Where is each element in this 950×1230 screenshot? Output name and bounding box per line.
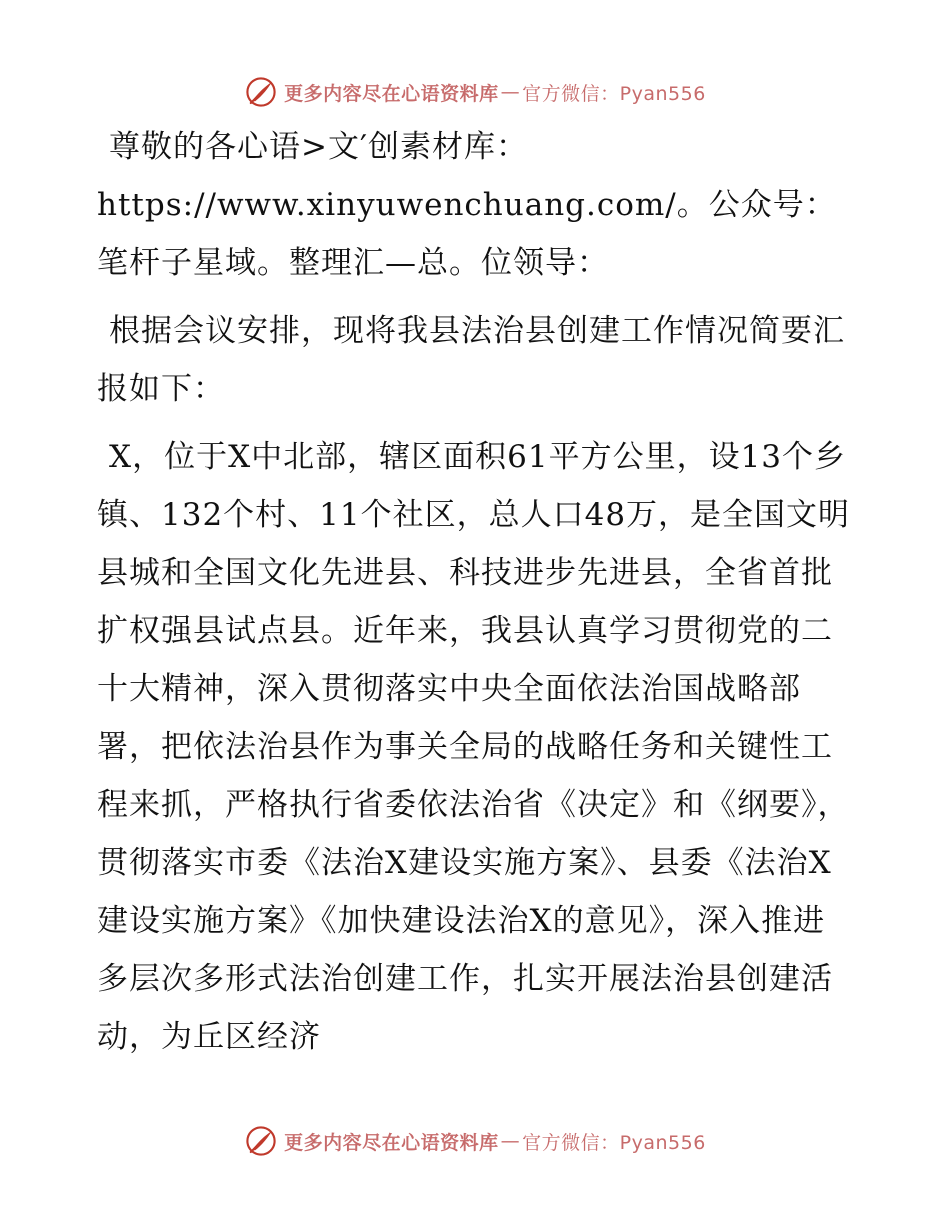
paragraph-overview: X，位于X中北部，辖区面积61平方公里，设13个乡镇、132个村、11个社区，总人口48万，是全国文明县城和全国文化先进县、科技进步先进县，全省首批扩权强县试点县。近年来，我县认真学习贯彻党的二十大精神，深入贯彻落实中央全面依法治国战略部署，把依法治县作为事关全局的战略任务和关键性工程来抓，严格执行省委依法治省《决定》和《纲要》，贯彻落实市委《法治X建设实施方案》、县委《法治X建设实施方案》《加快建设法治X的意见》，深入推进多层次多形式法治创建工作，扎实开展法治县创建活动，为丘区经济	[97, 439, 851, 1055]
banner-wechat: 官方微信：Pyan556	[522, 82, 706, 105]
document-body	[97, 118, 857, 1076]
banner-dash: —	[500, 81, 521, 103]
paragraph-greeting: 尊敬的各心语>文′创素材库：https://www.xinyuwenchuang.com/。公众号：笔杆子星域。整理汇—总。位领导：	[97, 129, 837, 281]
quill-logo-icon	[244, 75, 278, 109]
paragraph-intro: 根据会议安排，现将我县法治县创建工作情况简要汇报如下：	[97, 313, 845, 407]
banner-text: 更多内容尽在心语资料库	[284, 82, 499, 105]
footer-banner	[0, 1121, 950, 1161]
quill-logo-icon	[244, 1124, 278, 1158]
banner-wechat: 官方微信：Pyan556	[522, 1131, 706, 1154]
banner-text: 更多内容尽在心语资料库	[284, 1131, 499, 1154]
banner-dash: —	[500, 1130, 521, 1152]
header-banner	[0, 72, 950, 112]
